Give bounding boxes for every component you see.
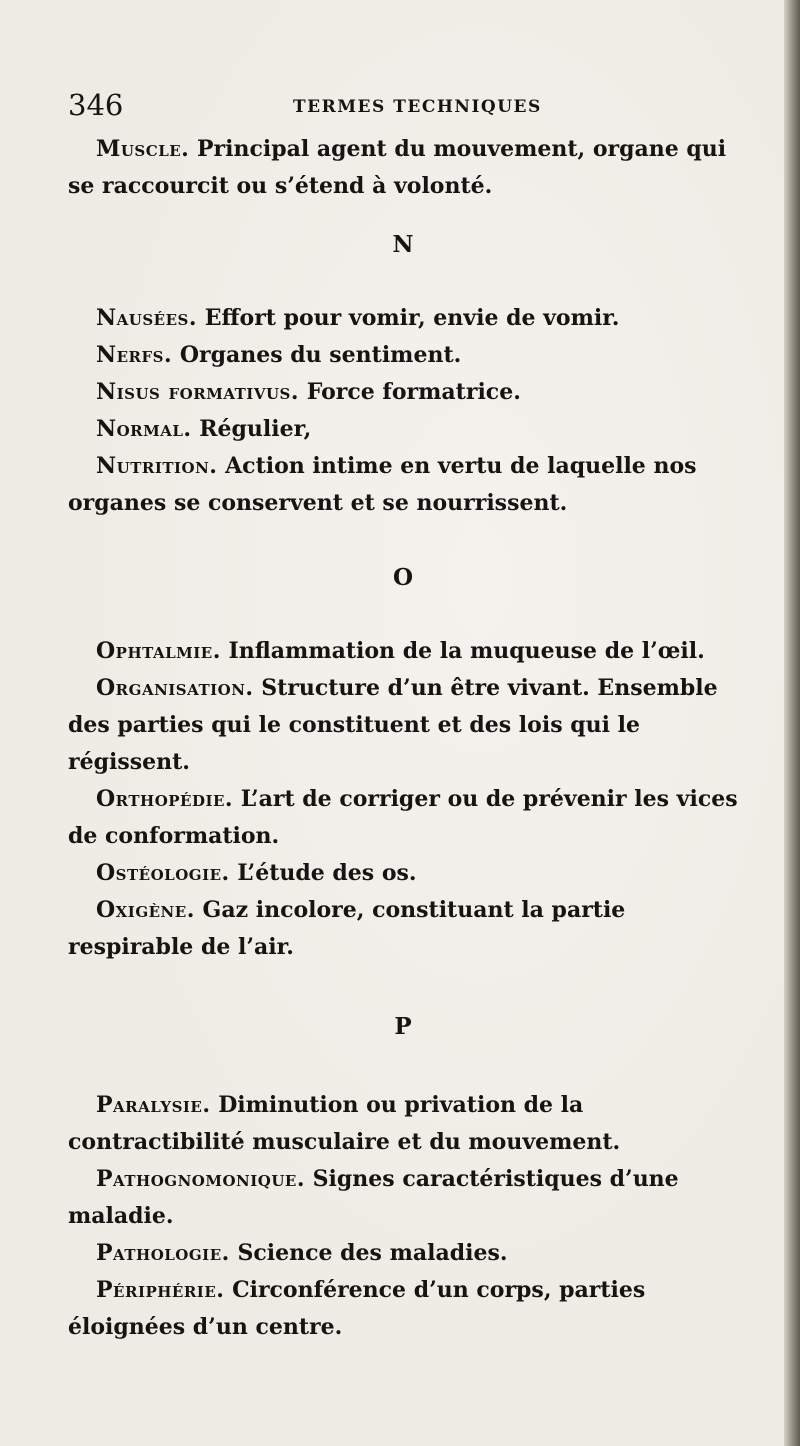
entry-definition: Inflammation de la muqueuse de l’œil. [220, 638, 705, 664]
entry-definition: Signes caractéristiques d’une maladie. [68, 1166, 679, 1229]
glossary-entry [68, 374, 738, 411]
entry-term: Nutrition. [96, 453, 218, 479]
entry-definition: Circonférence d’un corps, parties éloignées d’un centre. [68, 1277, 646, 1340]
glossary-entry [68, 1087, 738, 1161]
entry-definition: Gaz incolore, constituant la partie respirable de l’air. [68, 897, 626, 960]
glossary-entry [68, 1235, 738, 1272]
page-edge-shadow [784, 0, 800, 1446]
entry-term: Ophtalmie. [96, 638, 221, 664]
entry-definition: Structure d’un être vivant. Ensemble des parties qui le constituent et des lois qui le régissent. [68, 675, 718, 775]
page-header [68, 88, 688, 128]
glossary-body [68, 131, 738, 1346]
entry-term: Oxigène. [96, 897, 195, 923]
entry-term: Périphérie. [96, 1277, 225, 1303]
entry-term: Nerfs. [96, 342, 173, 368]
entry-term: Ostéologie. [96, 860, 230, 886]
entry-term: Muscle. [96, 136, 190, 162]
glossary-entry [68, 855, 738, 892]
entry-definition: Régulier, [191, 416, 312, 442]
entry-definition: Force formatrice. [299, 379, 521, 405]
entry-definition: L’étude des os. [229, 860, 417, 886]
entry-term: Organisation. [96, 675, 254, 701]
entry-definition: Diminution ou privation de la contractibilité musculaire et du mouvement. [68, 1092, 621, 1155]
glossary-entry [68, 448, 738, 522]
entry-definition: Principal agent du mouvement, organe qui se raccourcit ou s’étend à volonté. [68, 136, 727, 199]
entry-term: Normal. [96, 416, 192, 442]
glossary-entry [68, 411, 738, 448]
section-letter-n: N [392, 231, 414, 258]
section-letter-p: P [394, 1013, 412, 1040]
entry-definition: L’art de corriger ou de prévenir les vices de conformation. [68, 786, 738, 849]
glossary-entry [68, 131, 738, 205]
entry-definition: Organes du sentiment. [172, 342, 462, 368]
glossary-entry [68, 300, 738, 337]
entry-term: Nausées. [96, 305, 198, 331]
glossary-entry [68, 892, 738, 966]
entry-term: Pathologie. [96, 1240, 230, 1266]
section-letter-o: O [392, 564, 414, 591]
glossary-entry [68, 337, 738, 374]
entry-definition: Action intime en vertu de laquelle nos organes se conservent et se nourrissent. [68, 453, 697, 516]
entry-term: Orthopédie. [96, 786, 234, 812]
page-number: 346 [68, 88, 124, 122]
entry-term: Nisus formativus. [96, 379, 300, 405]
running-head: TERMES TECHNIQUES [293, 97, 542, 117]
glossary-entry [68, 633, 738, 670]
entry-definition: Science des maladies. [229, 1240, 508, 1266]
entry-definition: Effort pour vomir, envie de vomir. [197, 305, 620, 331]
glossary-entry [68, 781, 738, 855]
entry-term: Pathognomonique. [96, 1166, 305, 1192]
entry-term: Paralysie. [96, 1092, 211, 1118]
glossary-entry [68, 1161, 738, 1235]
glossary-entry [68, 1272, 738, 1346]
glossary-entry [68, 670, 738, 781]
